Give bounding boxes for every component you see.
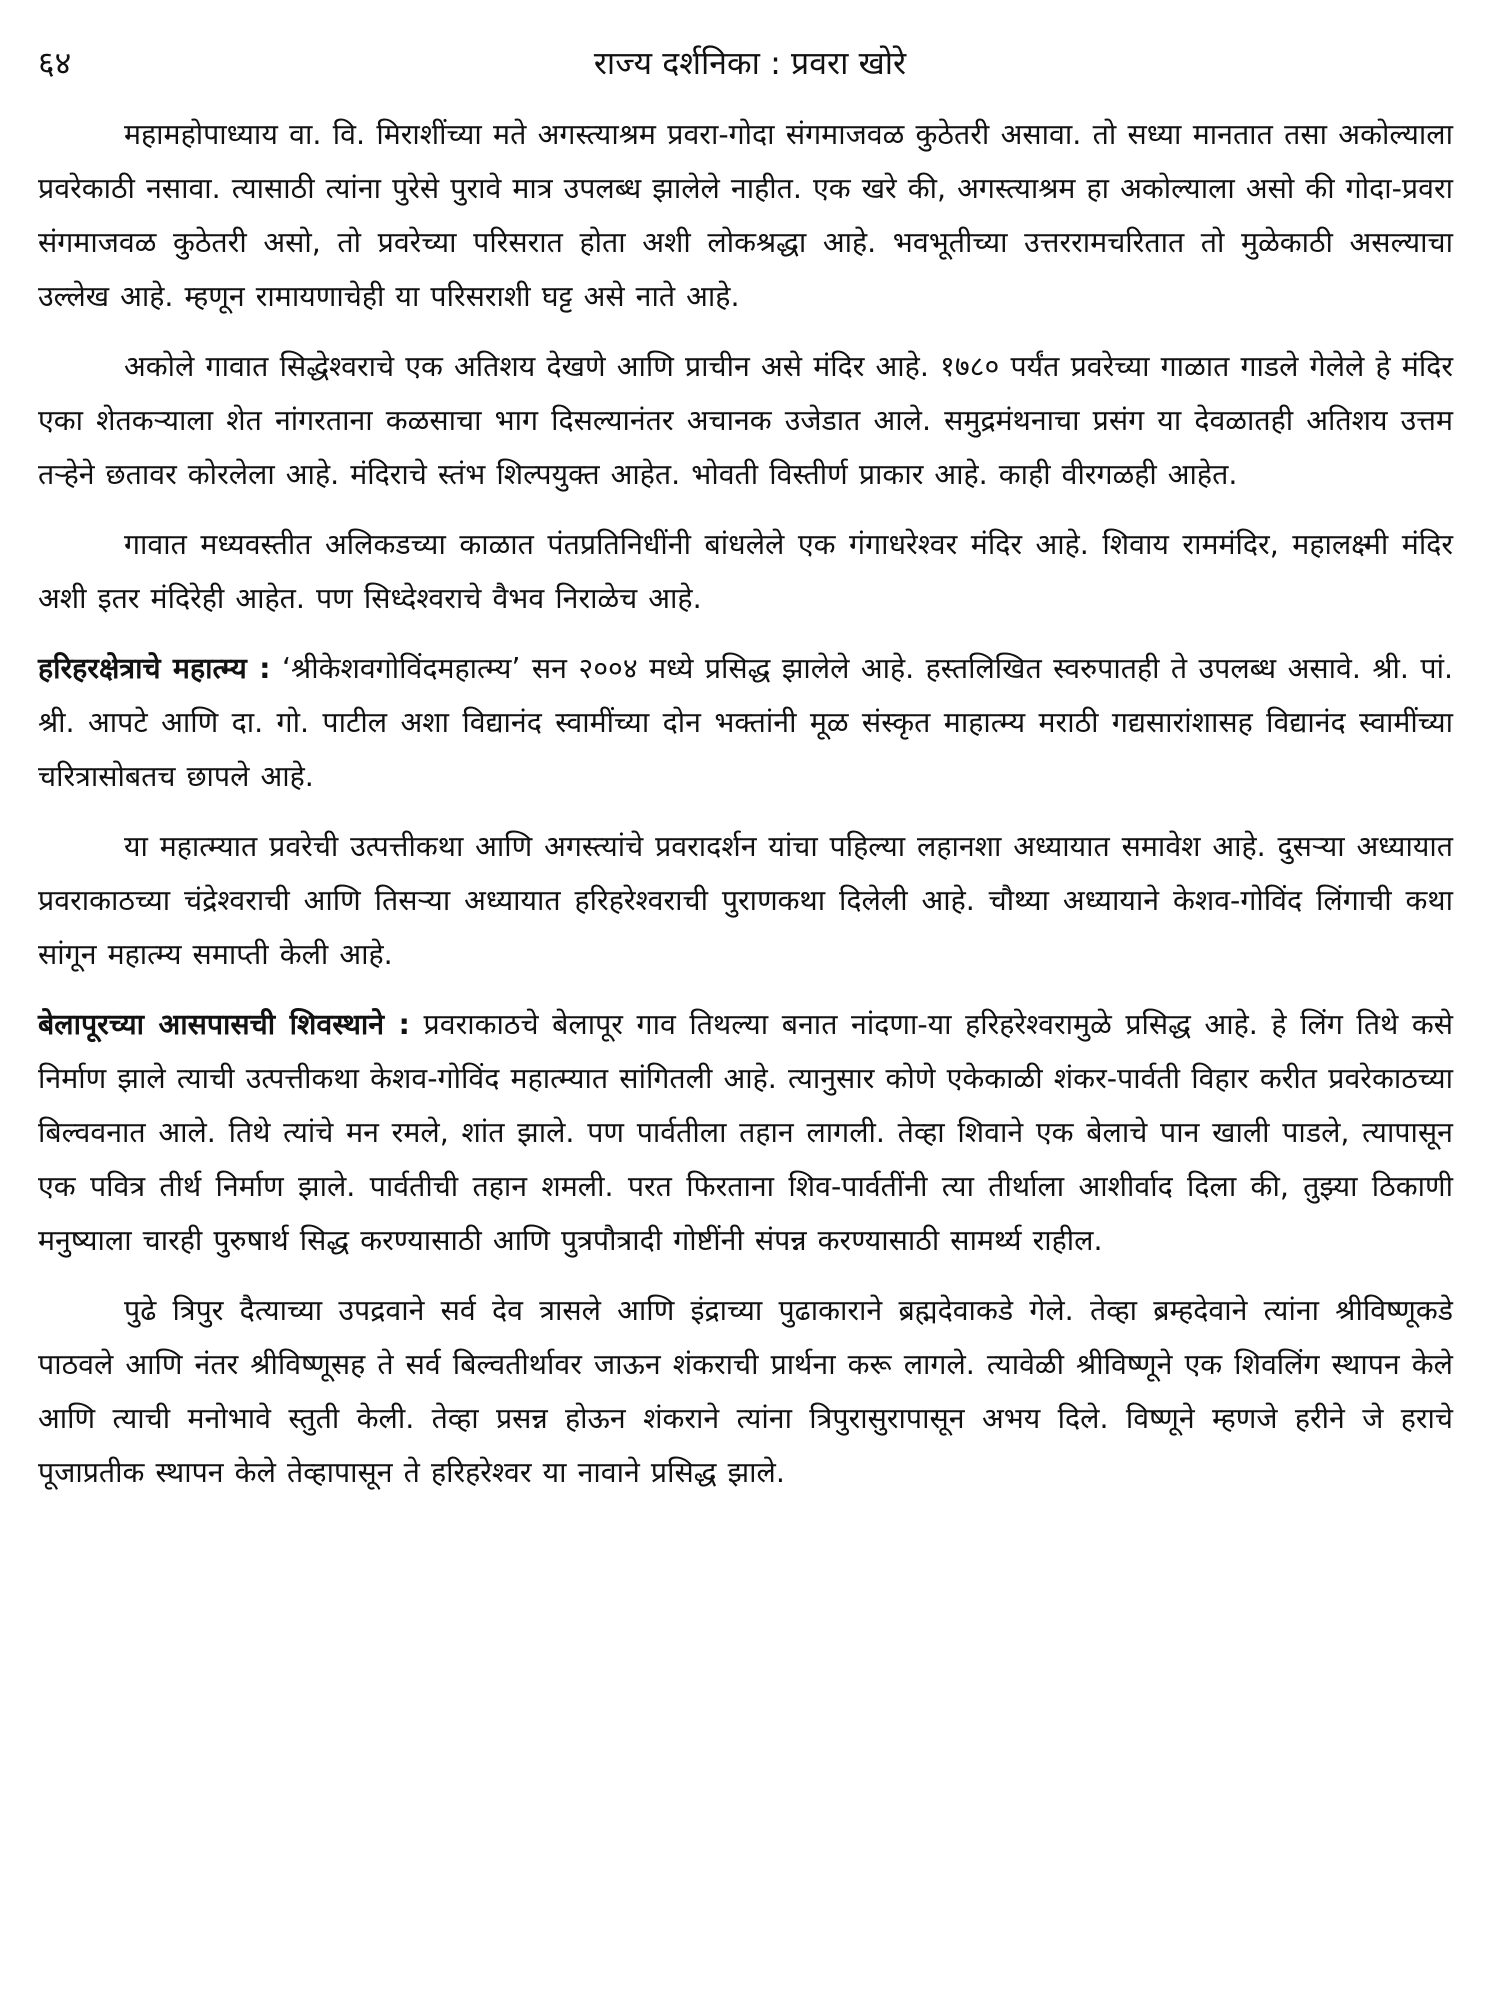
section-heading: बेलापूरच्या आसपासची शिवस्थाने :	[38, 1008, 410, 1041]
paragraph-text: महामहोपाध्याय वा. वि. मिराशींच्या मते अगस्त्याश्रम प्रवरा-गोदा संगमाजवळ कुठेतरी असावा. तो सध्या मानतात तसा अकोल्याला प्रवरेकाठी नसावा. त्यासाठी त्यांना पुरेसे पुरावे मात्र उपलब्ध झालेले नाहीत. एक खरे की, अगस्त्याश्रम हा अकोल्याला असो की गोदा-प्रवरा संगमाजवळ कुठेतरी असो, तो प्रवरेच्या परिसरात होता अशी लोकश्रद्धा आहे. भवभूतीच्या उत्तररामचरितात तो मुळेकाठी असल्याचा उल्लेख आहे. म्हणून रामायणाचेही या परिसराशी घट्ट असे नाते आहे.	[38, 118, 1453, 313]
page-number: ६४	[38, 44, 72, 82]
paragraph-tripur-story	[38, 1284, 1453, 1500]
paragraph-text: पुढे त्रिपुर दैत्याच्या उपद्रवाने सर्व देव त्रासले आणि इंद्राच्या पुढाकाराने ब्रह्मदेवाकडे गेले. तेव्हा ब्रम्हदेवाने त्यांना श्रीविष्णूकडे पाठवले आणि नंतर श्रीविष्णूसह ते सर्व बिल्वतीर्थावर जाऊन शंकराची प्रार्थना करू लागले. त्यावेळी श्रीविष्णूने एक शिवलिंग स्थापन केले आणि त्याची मनोभावे स्तुती केली. तेव्हा प्रसन्न होऊन शंकराने त्यांना त्रिपुरासुरापासून अभय दिले. विष्णूने म्हणजे हरीने जे हराचे पूजाप्रतीक स्थापन केले तेव्हापासून ते हरिहरेश्वर या नावाने प्रसिद्ध झाले.	[38, 1294, 1453, 1489]
paragraph-text: ‘श्रीकेशवगोविंदमहात्म्य’ सन २००४ मध्ये प्रसिद्ध झालेले आहे. हस्तलिखित स्वरुपातही ते उपलब्ध असावे. श्री. पां. श्री. आपटे आणि दा. गो. पाटील अशा विद्यानंद स्वामींच्या दोन भक्तांनी मूळ संस्कृत माहात्म्य मराठी गद्यसारांशासह विद्यानंद स्वामींच्या चरित्रासोबतच छापले आहे.	[38, 652, 1454, 793]
paragraph-agastya-ashram	[38, 108, 1453, 324]
paragraph-text: गावात मध्यवस्तीत अलिकडच्या काळात पंतप्रतिनिधींनी बांधलेले एक गंगाधरेश्वर मंदिर आहे. शिवाय राममंदिर, महालक्ष्मी मंदिर अशी इतर मंदिरेही आहेत. पण सिध्देश्वराचे वैभव निराळेच आहे.	[38, 528, 1453, 615]
paragraph-text: प्रवराकाठचे बेलापूर गाव तिथल्या बनात नांदणा-या हरिहरेश्वरामुळे प्रसिद्ध आहे. हे लिंग तिथे कसे निर्माण झाले त्याची उत्पत्तीकथा केशव-गोविंद महात्म्यात सांगितली आहे. त्यानुसार कोणे एकेकाळी शंकर-पार्वती विहार करीत प्रवरेकाठच्या बिल्ववनात आले. तिथे त्यांचे मन रमले, शांत झाले. पण पार्वतीला तहान लागली. तेव्हा शिवाने एक बेलाचे पान खाली पाडले, त्यापासून एक पवित्र तीर्थ निर्माण झाले. पार्वतीची तहान शमली. परत फिरताना शिव-पार्वतींनी त्या तीर्थाला आशीर्वाद दिला की, तुझ्या ठिकाणी मनुष्याला चारही पुरुषार्थ सिद्ध करण्यासाठी आणि पुत्रपौत्रादी गोष्टींनी संपन्न करण्यासाठी सामर्थ्य राहील.	[38, 1008, 1453, 1257]
page-header	[38, 38, 1462, 88]
paragraph-belapur-shivsthane	[38, 998, 1453, 1268]
paragraph-harihar-mahatmya	[38, 642, 1453, 804]
paragraph-mahatmya-chapters	[38, 820, 1453, 982]
section-heading: हरिहरक्षेत्राचे महात्म्य :	[38, 652, 271, 685]
paragraph-siddheshwar-temple	[38, 340, 1453, 502]
paragraph-text: अकोले गावात सिद्धेश्वराचे एक अतिशय देखणे आणि प्राचीन असे मंदिर आहे. १७८० पर्यंत प्रवरेच्या गाळात गाडले गेलेले हे मंदिर एका शेतकऱ्याला शेत नांगरताना कळसाचा भाग दिसल्यानंतर अचानक उजेडात आले. समुद्रमंथनाचा प्रसंग या देवळातही अतिशय उत्तम तऱ्हेने छतावर कोरलेला आहे. मंदिराचे स्तंभ शिल्पयुक्त आहेत. भोवती विस्तीर्ण प्राकार आहे. काही वीरगळही आहेत.	[38, 350, 1453, 491]
running-title: राज्य दर्शनिका : प्रवरा खोरे	[593, 44, 907, 82]
page-body	[38, 108, 1453, 1516]
paragraph-text: या महात्म्यात प्रवरेची उत्पत्तीकथा आणि अगस्त्यांचे प्रवरादर्शन यांचा पहिल्या लहानशा अध्यायात समावेश आहे. दुसऱ्या अध्यायात प्रवराकाठच्या चंद्रेश्वराची आणि तिसऱ्या अध्यायात हरिहरेश्वराची पुराणकथा दिलेली आहे. चौथ्या अध्यायाने केशव-गोविंद लिंगाची कथा सांगून महात्म्य समाप्ती केली आहे.	[38, 830, 1453, 971]
paragraph-gangadhareshwar-temple	[38, 518, 1453, 626]
